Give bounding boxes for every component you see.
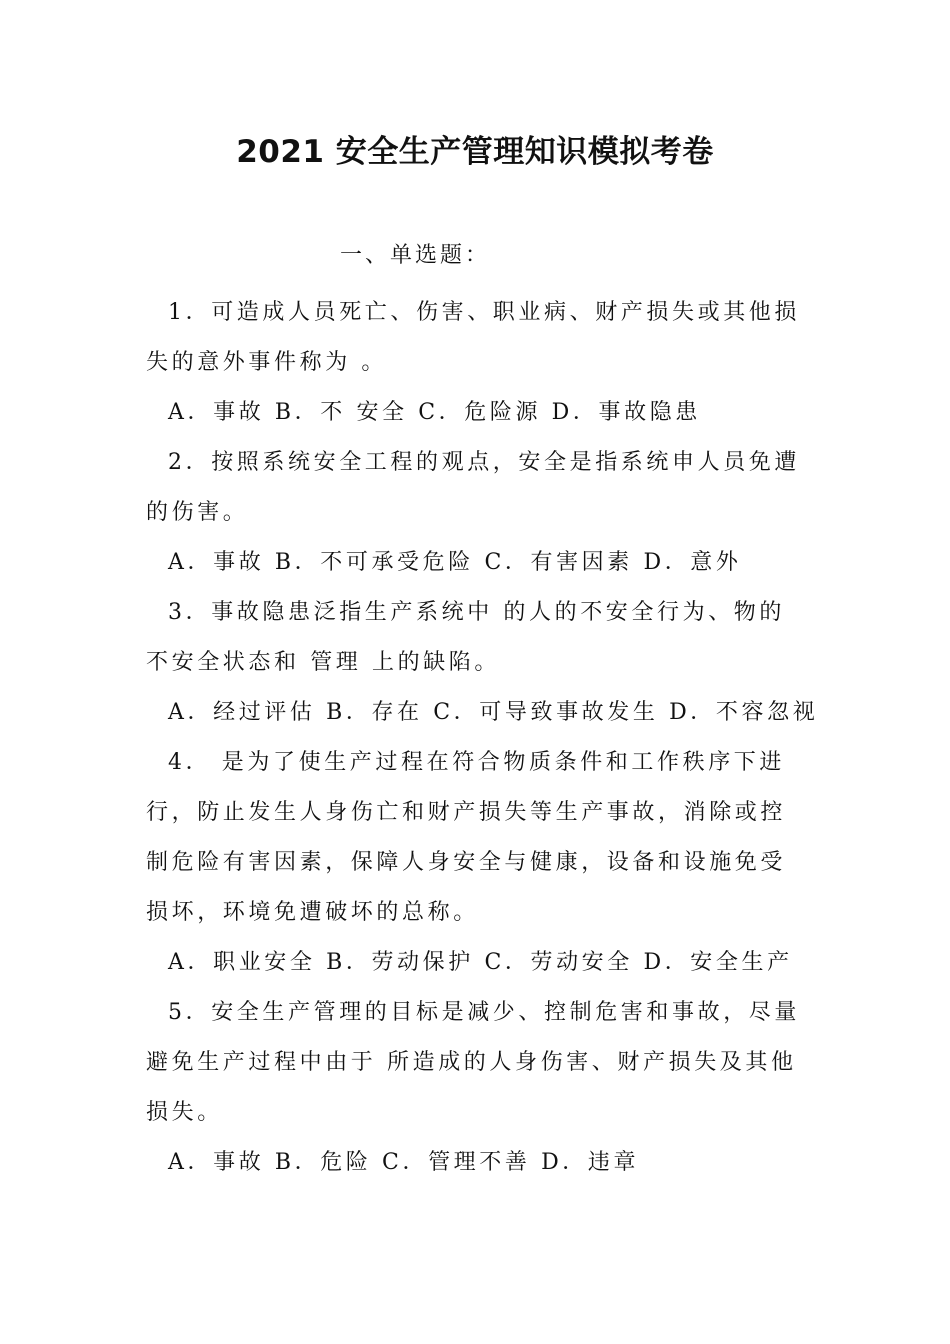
- question-options: A．事故 B．不可承受危险 C．有害因素 D．意外: [168, 550, 742, 575]
- question-stem: 5．安全生产管理的目标是减少、控制危害和事故，尽量避免生产过程中由于 所造成的人身伤害、财产损失及其他损失。: [146, 1000, 800, 1125]
- section-heading: 一、单选题：: [340, 243, 491, 268]
- document-title: 2021 安全生产管理知识模拟考卷: [236, 134, 714, 170]
- question-options: A．职业安全 B．劳动保护 C．劳动安全 D．安全生产: [168, 950, 793, 975]
- question-item: [146, 988, 808, 1188]
- question-stem: 3．事故隐患泛指生产系统中 的人的不安全行为、物的不安全状态和 管理 上的缺陷。: [146, 600, 785, 675]
- question-stem: 1．可造成人员死亡、伤害、职业病、财产损失或其他损失的意外事件称为 。: [146, 300, 800, 375]
- question-item: [146, 588, 819, 738]
- question-options: A．经过评估 B．存在 C．可导致事故发生 D．不容忽视: [168, 700, 819, 725]
- question-stem: 2．按照系统安全工程的观点，安全是指系统申人员免遭的伤害。: [146, 450, 800, 525]
- question-stem: 4． 是为了使生产过程在符合物质条件和工作秩序下进行，防止发生人身伤亡和财产损失等生产事故，消除或控制危险有害因素，保障人身安全与健康，设备和设施免受损坏，环境免遭破坏的总称。: [146, 750, 787, 925]
- question-options: A．事故 B．危险 C．管理不善 D．违章: [168, 1150, 640, 1175]
- question-list: [146, 288, 819, 1188]
- question-item: [146, 288, 808, 438]
- question-item: [146, 438, 808, 588]
- question-item: [146, 738, 808, 988]
- question-options: A．事故 B．不 安全 C．危险源 D．事故隐患: [168, 400, 701, 425]
